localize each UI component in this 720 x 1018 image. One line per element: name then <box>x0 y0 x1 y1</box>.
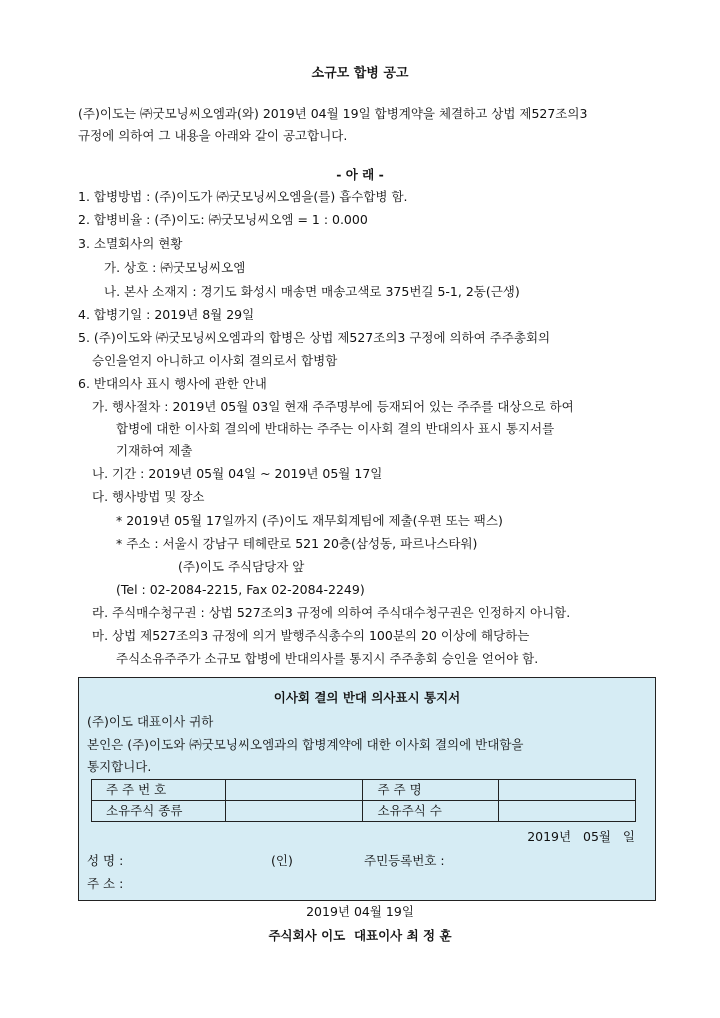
shareholder-name-field[interactable] <box>499 780 636 801</box>
item-5-line-1: 5. (주)이도와 ㈜굿모닝씨오엠과의 합병은 상법 제527조의3 구정에 의하여 주주총회의 <box>78 330 551 345</box>
item-6c-address: * 주소 : 서울시 강남구 테헤란로 521 20층(삼성동, 파르나스타워) <box>116 536 478 551</box>
item-4-merger-date: 4. 합병기일 : 2019년 8월 29일 <box>78 307 255 322</box>
item-6a-line-3: 기재하여 제출 <box>116 443 193 458</box>
item-6c-contact: (Tel : 02-2084-2215, Fax 02-2084-2249) <box>116 582 365 597</box>
seal-label: (인) <box>271 853 293 868</box>
shareholder-number-label: 주 주 번 호 <box>92 780 226 801</box>
item-6b-period: 나. 기간 : 2019년 05월 04일 ~ 2019년 05월 17일 <box>92 466 383 481</box>
item-6c-deadline: * 2019년 05월 17일까지 (주)이도 재무회계팀에 제출(우편 또는 팩스) <box>116 513 503 528</box>
share-count-label: 소유주식 수 <box>363 801 499 822</box>
share-type-field[interactable] <box>225 801 363 822</box>
address-label: 주 소 : <box>87 876 124 891</box>
announcement-date: 2019년 04월 19일 <box>306 904 414 919</box>
announcement-title: 소규모 합병 공고 <box>311 66 409 81</box>
shareholder-number-field[interactable] <box>225 780 363 801</box>
item-6c-recipient: (주)이도 주식담당자 앞 <box>178 559 305 574</box>
name-label: 성 명 : <box>87 853 124 868</box>
share-count-field[interactable] <box>499 801 636 822</box>
item-2-merger-ratio: 2. 합병비율 : (주)이도: ㈜굿모닝씨오엠 = 1 : 0.000 <box>78 212 368 227</box>
item-6-dissent-guide: 6. 반대의사 표시 행사에 관한 안내 <box>78 376 267 391</box>
item-5-line-2: 승인을얻지 아니하고 이사회 결의로서 합병함 <box>92 353 338 368</box>
form-body-line-1: 본인은 (주)이도와 ㈜굿모닝씨오엠과의 합병계약에 대한 이사회 결의에 반대함을 <box>87 737 524 752</box>
resident-number-label: 주민등록번호 : <box>364 853 445 868</box>
shareholder-name-label: 주 주 명 <box>363 780 499 801</box>
item-1-merger-method: 1. 합병방법 : (주)이도가 ㈜굿모닝씨오엠을(를) 흡수합병 함. <box>78 189 408 204</box>
section-heading: - 아 래 - <box>336 167 384 182</box>
form-title: 이사회 결의 반대 의사표시 통지서 <box>273 690 461 705</box>
shareholder-info-table <box>91 779 636 822</box>
item-6e-line-1: 마. 상법 제527조의3 규정에 의거 발행주식총수의 100분의 20 이상에 해당하는 <box>92 628 530 643</box>
item-6e-line-2: 주식소유주주가 소규모 합병에 반대의사를 통지시 주주총회 승인을 얻어야 함. <box>116 651 539 666</box>
form-date-line: 2019년 05월 일 <box>527 829 635 844</box>
intro-line-1: (주)이도는 ㈜굿모닝씨오엠과(와) 2019년 04월 19일 합병계약을 체결하고 상법 제527조의3 <box>78 106 588 121</box>
item-6d-appraisal-right: 라. 주식매수청구권 : 상법 527조의3 규정에 의하여 주식대수청구권은 인정하지 아니함. <box>92 605 571 620</box>
item-6c-method-place: 다. 행사방법 및 장소 <box>92 489 205 504</box>
item-6a-line-1: 가. 행사절차 : 2019년 05월 03일 현재 주주명부에 등재되어 있는 주주를 대상으로 하여 <box>92 399 574 414</box>
item-3-dissolved-company: 3. 소멸회사의 현황 <box>78 236 183 251</box>
company-signature: 주식회사 이도 대표이사 최 정 훈 <box>268 928 452 943</box>
share-type-label: 소유주식 종류 <box>92 801 226 822</box>
item-3b-head-office: 나. 본사 소재지 : 경기도 화성시 매송면 매송고색로 375번길 5-1, 2동(근생) <box>104 284 520 299</box>
dissent-notice-form <box>78 677 656 901</box>
form-body-line-2: 통지합니다. <box>87 759 152 774</box>
form-recipient: (주)이도 대표이사 귀하 <box>87 714 214 729</box>
item-3a-company-name: 가. 상호 : ㈜굿모닝씨오엠 <box>104 260 246 275</box>
intro-line-2: 규정에 의하여 그 내용을 아래와 같이 공고합니다. <box>78 128 348 143</box>
item-6a-line-2: 합병에 대한 이사회 결의에 반대하는 주주는 이사회 결의 반대의사 표시 통지서를 <box>116 421 555 436</box>
